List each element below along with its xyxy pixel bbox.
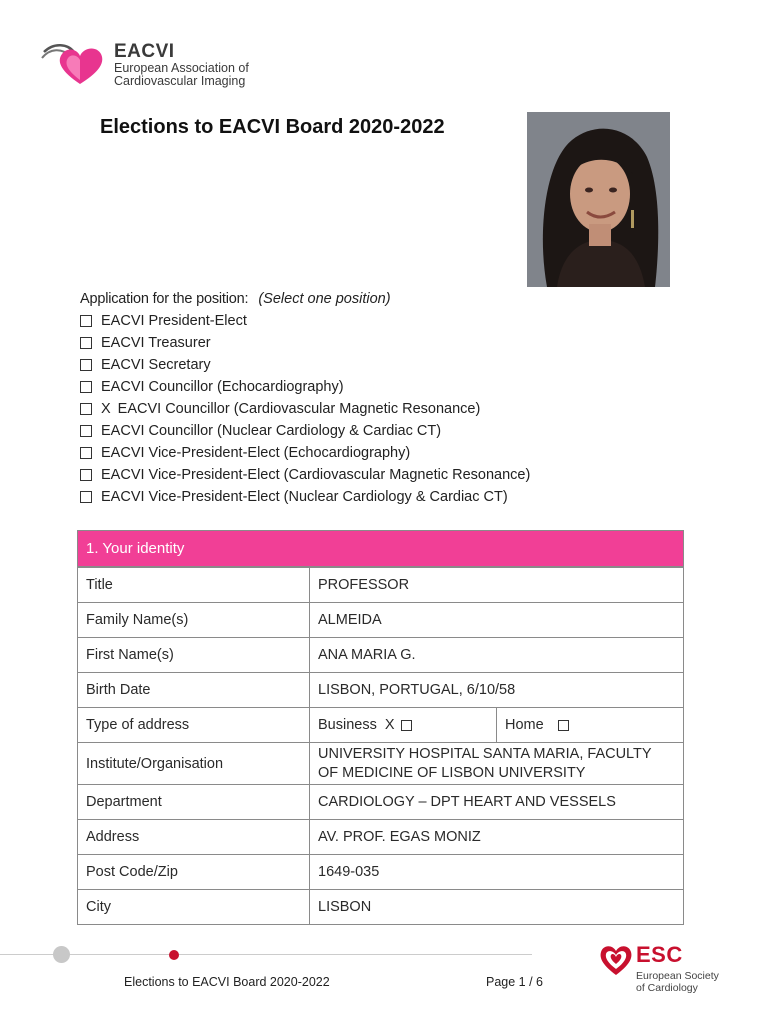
checkbox[interactable] [80, 447, 92, 459]
selection-mark: X [101, 401, 111, 417]
table-row [78, 637, 683, 672]
table-row [78, 819, 683, 854]
esc-name: ESC [636, 942, 683, 967]
position-option-selected[interactable]: X EACVI Councillor (Cardiovascular Magnetic Resonance) [80, 398, 530, 420]
address-value[interactable]: AV. PROF. EGAS MONIZ [318, 828, 481, 845]
table-row [78, 784, 683, 819]
checkbox[interactable] [80, 469, 92, 481]
page-title: Elections to EACVI Board 2020-2022 [100, 116, 445, 138]
field-label: Department [78, 785, 310, 819]
logo-subtitle-line-1: European Association of [114, 61, 249, 75]
heart-logo-icon [40, 40, 110, 86]
table-row [78, 889, 683, 924]
esc-subtitle: European Society of Cardiology [636, 970, 719, 994]
esc-logo [598, 940, 728, 996]
position-option[interactable]: EACVI Vice-President-Elect (Echocardiography) [80, 442, 530, 464]
city-value[interactable]: LISBON [318, 898, 372, 915]
footer-dot-red [169, 950, 179, 960]
position-heading [80, 288, 530, 310]
table-row [78, 567, 683, 602]
address-type-home[interactable]: Home [497, 708, 683, 742]
checkbox[interactable] [80, 381, 92, 393]
table-row [78, 707, 683, 742]
field-label: Address [78, 820, 310, 854]
checkbox[interactable] [80, 337, 92, 349]
eacvi-logo [40, 40, 280, 90]
position-selection [80, 288, 530, 508]
selection-mark: X [384, 716, 395, 733]
identity-table [77, 530, 684, 925]
page-number: Page 1 / 6 [486, 975, 543, 989]
checkbox[interactable] [80, 425, 92, 437]
institute-value[interactable]: UNIVERSITY HOSPITAL SANTA MARIA, FACULTY OF MEDICINE OF LISBON UNIVERSITY [318, 745, 652, 781]
footer-divider [0, 954, 532, 955]
logo-subtitle-line-2: Cardiovascular Imaging [114, 74, 246, 88]
field-label: Title [78, 568, 310, 602]
field-label: City [78, 890, 310, 924]
position-option[interactable]: EACVI Secretary [80, 354, 530, 376]
position-option[interactable]: EACVI Vice-President-Elect (Nuclear Cardiology & Cardiac CT) [80, 486, 530, 508]
logo-name: EACVI [114, 41, 175, 62]
field-label: Birth Date [78, 673, 310, 707]
checkbox[interactable] [80, 315, 92, 327]
field-label: Post Code/Zip [78, 855, 310, 889]
position-option[interactable]: EACVI Treasurer [80, 332, 530, 354]
footer-dot-grey [53, 946, 70, 963]
checkbox[interactable] [80, 491, 92, 503]
table-row [78, 742, 683, 784]
position-option[interactable]: EACVI President-Elect [80, 310, 530, 332]
position-label: Application for the position: [80, 291, 249, 307]
position-option[interactable]: EACVI Vice-President-Elect (Cardiovascular Magnetic Resonance) [80, 464, 530, 486]
checkbox[interactable] [80, 403, 92, 415]
footer-title: Elections to EACVI Board 2020-2022 [124, 975, 330, 989]
field-label: First Name(s) [78, 638, 310, 672]
position-hint: (Select one position) [258, 291, 391, 307]
candidate-photo [527, 112, 670, 287]
post-code-value[interactable]: 1649-035 [318, 863, 380, 880]
first-name-value[interactable]: ANA MARIA G. [318, 646, 416, 663]
title-value[interactable]: PROFESSOR [318, 576, 410, 593]
table-row [78, 672, 683, 707]
position-option[interactable]: EACVI Councillor (Nuclear Cardiology & Cardiac CT) [80, 420, 530, 442]
table-row [78, 854, 683, 889]
field-label: Type of address [78, 708, 310, 742]
checkbox[interactable] [80, 359, 92, 371]
department-value[interactable]: CARDIOLOGY – DPT HEART AND VESSELS [318, 793, 616, 810]
position-option[interactable]: EACVI Councillor (Echocardiography) [80, 376, 530, 398]
esc-heart-icon [598, 942, 634, 978]
address-type-business[interactable]: Business X [310, 708, 497, 742]
identity-heading: 1. Your identity [78, 531, 683, 567]
family-name-value[interactable]: ALMEIDA [318, 611, 382, 628]
checkbox[interactable] [558, 720, 569, 731]
field-label: Institute/Organisation [78, 743, 310, 784]
checkbox[interactable] [401, 720, 412, 731]
birth-date-value[interactable]: LISBON, PORTUGAL, 6/10/58 [318, 681, 516, 698]
table-row [78, 602, 683, 637]
field-label: Family Name(s) [78, 603, 310, 637]
